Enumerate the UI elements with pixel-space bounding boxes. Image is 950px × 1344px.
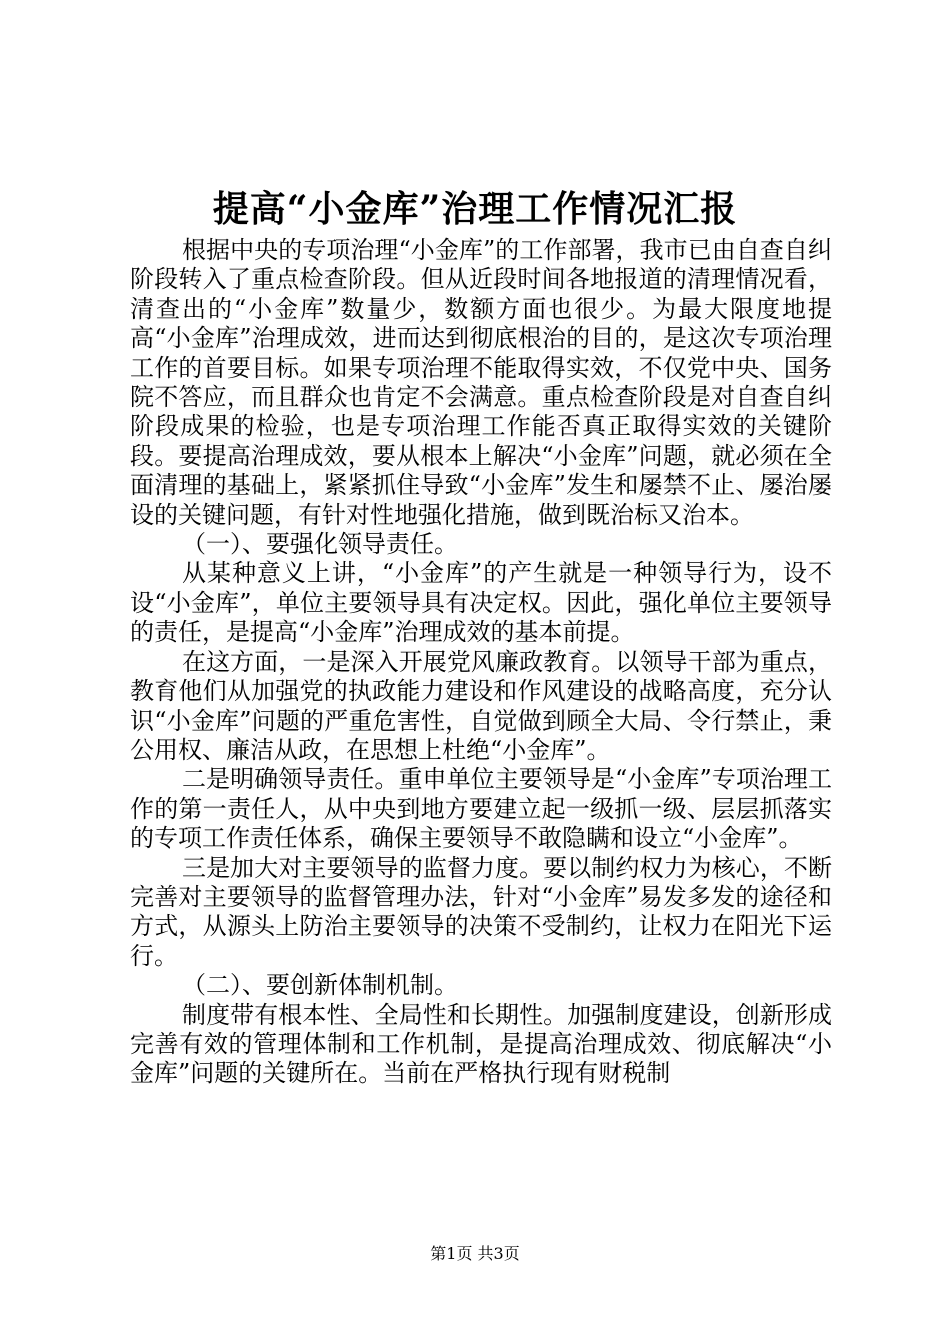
paragraph: 从某种意义上讲，“小金库”的产生就是一种领导行为，设不设“小金库”，单位主要领导具有决定权。因此，强化单位主要领导的责任，是提高“小金库”治理成效的基本前提。 — [130, 559, 832, 647]
paragraph: 根据中央的专项治理“小金库”的工作部署，我市已由自查自纠阶段转入了重点检查阶段。但从近段时间各地报道的清理情况看，清查出的“小金库”数量少，数额方面也很少。为最大限度地提高“小金库”治理成效，进而达到彻底根治的目的，是这次专项治理工作的首要目标。如果专项治理不能取得实效，不仅党中央、国务院不答应，而且群众也肯定不会满意。重点检查阶段是对自查自纠阶段成果的检验，也是专项治理工作能否真正取得实效的关键阶段。要提高治理成效，要从根本上解决“小金库”问题，就必须在全面清理的基础上，紧紧抓住导致“小金库”发生和屡禁不止、屡治屡设的关键问题，有针对性地强化措施，做到既治标又治本。 — [130, 236, 832, 529]
document-body — [130, 236, 832, 1089]
section-heading: （一）、要强化领导责任。 — [182, 530, 458, 559]
paragraph: 二是明确领导责任。重申单位主要领导是“小金库”专项治理工作的第一责任人，从中央到地方要建立起一级抓一级、层层抓落实的专项工作责任体系，确保主要领导不敢隐瞒和设立“小金库”。 — [130, 765, 832, 853]
paragraph: 制度带有根本性、全局性和长期性。加强制度建设，创新形成完善有效的管理体制和工作机制，是提高治理成效、彻底解决“小金库”问题的关键所在。当前在严格执行现有财税制 — [130, 1000, 832, 1088]
document-title: 提高“小金库”治理工作情况汇报 — [212, 188, 738, 230]
page-number-footer: 第1页 共3页 — [430, 1244, 520, 1263]
section-heading: （二）、要创新体制机制。 — [182, 971, 458, 1000]
paragraph: 三是加大对主要领导的监督力度。要以制约权力为核心，不断完善对主要领导的监督管理办法，针对“小金库”易发多发的途径和方式，从源头上防治主要领导的决策不受制约，让权力在阳光下运行。 — [130, 853, 832, 970]
paragraph: 在这方面，一是深入开展党风廉政教育。以领导干部为重点，教育他们从加强党的执政能力建设和作风建设的战略高度，充分认识“小金库”问题的严重危害性，自觉做到顾全大局、令行禁止，秉公用权、廉洁从政，在思想上杜绝“小金库”。 — [130, 647, 832, 764]
